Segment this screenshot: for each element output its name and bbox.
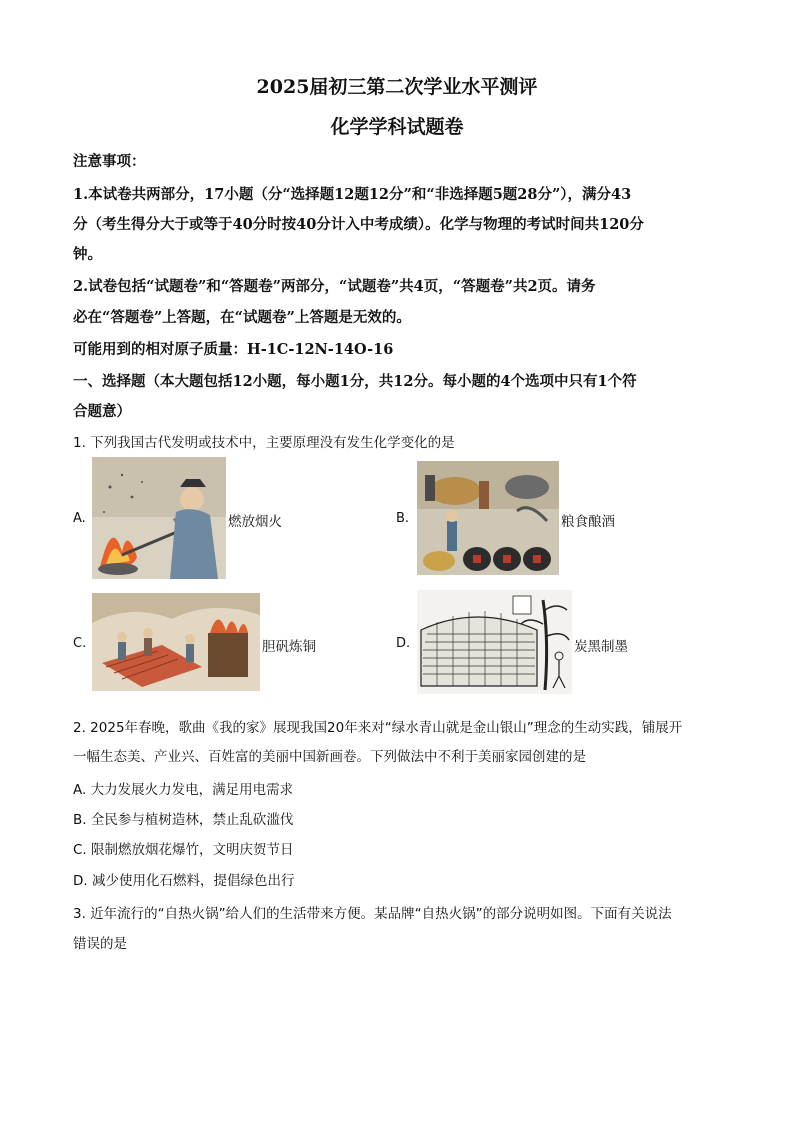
firework-painting-image <box>92 457 226 579</box>
q2-option-a: A. 大力发展火力发电，满足用电需求 <box>73 782 294 798</box>
section-1-heading-line-2: 合题意） <box>73 403 131 420</box>
q1-option-b-caption: 粮食酿酒 <box>561 514 615 530</box>
note-1-line-3: 钟。 <box>73 246 102 263</box>
note-2-line-2: 必在“答题卷”上答题，在“试题卷”上答题是无效的。 <box>73 309 411 326</box>
q2-option-c: C. 限制燃放烟花爆竹，文明庆贺节日 <box>73 842 294 858</box>
q1-option-c-letter: C. <box>73 636 87 651</box>
question-2-stem-line-2: 一幅生态美、产业兴、百姓富的美丽中国新画卷。下列做法中不利于美丽家园创建的是 <box>73 749 586 765</box>
brewing-painting-image <box>417 461 559 575</box>
question-3-stem-line-2: 错误的是 <box>73 936 127 952</box>
page-subtitle: 化学学科试题卷 <box>330 116 464 138</box>
ink-making-woodcut-image <box>417 590 572 694</box>
q1-option-c-caption: 胆矾炼铜 <box>262 639 316 655</box>
question-1-stem: 1. 下列我国古代发明或技术中，主要原理没有发生化学变化的是 <box>73 435 455 451</box>
atomic-mass-note: 可能用到的相对原子质量：H-1C-12N-14O-16 <box>73 341 394 358</box>
note-2-line-1: 2.试卷包括“试题卷”和“答题卷”两部分，“试题卷”共4页，“答题卷”共2页。请务 <box>73 278 596 295</box>
note-1-line-2: 分（考生得分大于或等于40分时按40分计入中考成绩）。化学与物理的考试时间共120分 <box>73 216 644 233</box>
notes-heading: 注意事项： <box>73 153 146 170</box>
section-1-heading-line-1: 一、选择题（本大题包括12小题，每小题1分，共12分。每小题的4个选项中只有1个符 <box>73 373 637 390</box>
q2-option-d: D. 减少使用化石燃料，提倡绿色出行 <box>73 873 295 889</box>
question-3-stem-line-1: 3. 近年流行的“自热火锅”给人们的生活带来方便。某品牌“自热火锅”的部分说明如图。下面有关说法 <box>73 906 672 922</box>
page-title: 2025届初三第二次学业水平测评 <box>256 76 538 98</box>
q1-option-b-letter: B. <box>396 511 410 526</box>
question-2-stem-line-1: 2. 2025年春晚，歌曲《我的家》展现我国20年来对“绿水青山就是金山银山”理念的生动实践，铺展开 <box>73 720 683 736</box>
copper-smelting-painting-image <box>92 593 260 691</box>
q1-option-a-letter: A. <box>73 511 86 526</box>
q1-option-d-letter: D. <box>396 636 411 651</box>
note-1-line-1: 1.本试卷共两部分，17小题（分“选择题12题12分”和“非选择题5题28分”），满分43 <box>73 186 632 203</box>
q1-option-d-caption: 炭黑制墨 <box>574 639 628 655</box>
q2-option-b: B. 全民参与植树造林，禁止乱砍滥伐 <box>73 812 294 828</box>
q1-option-a-caption: 燃放烟火 <box>228 514 282 530</box>
